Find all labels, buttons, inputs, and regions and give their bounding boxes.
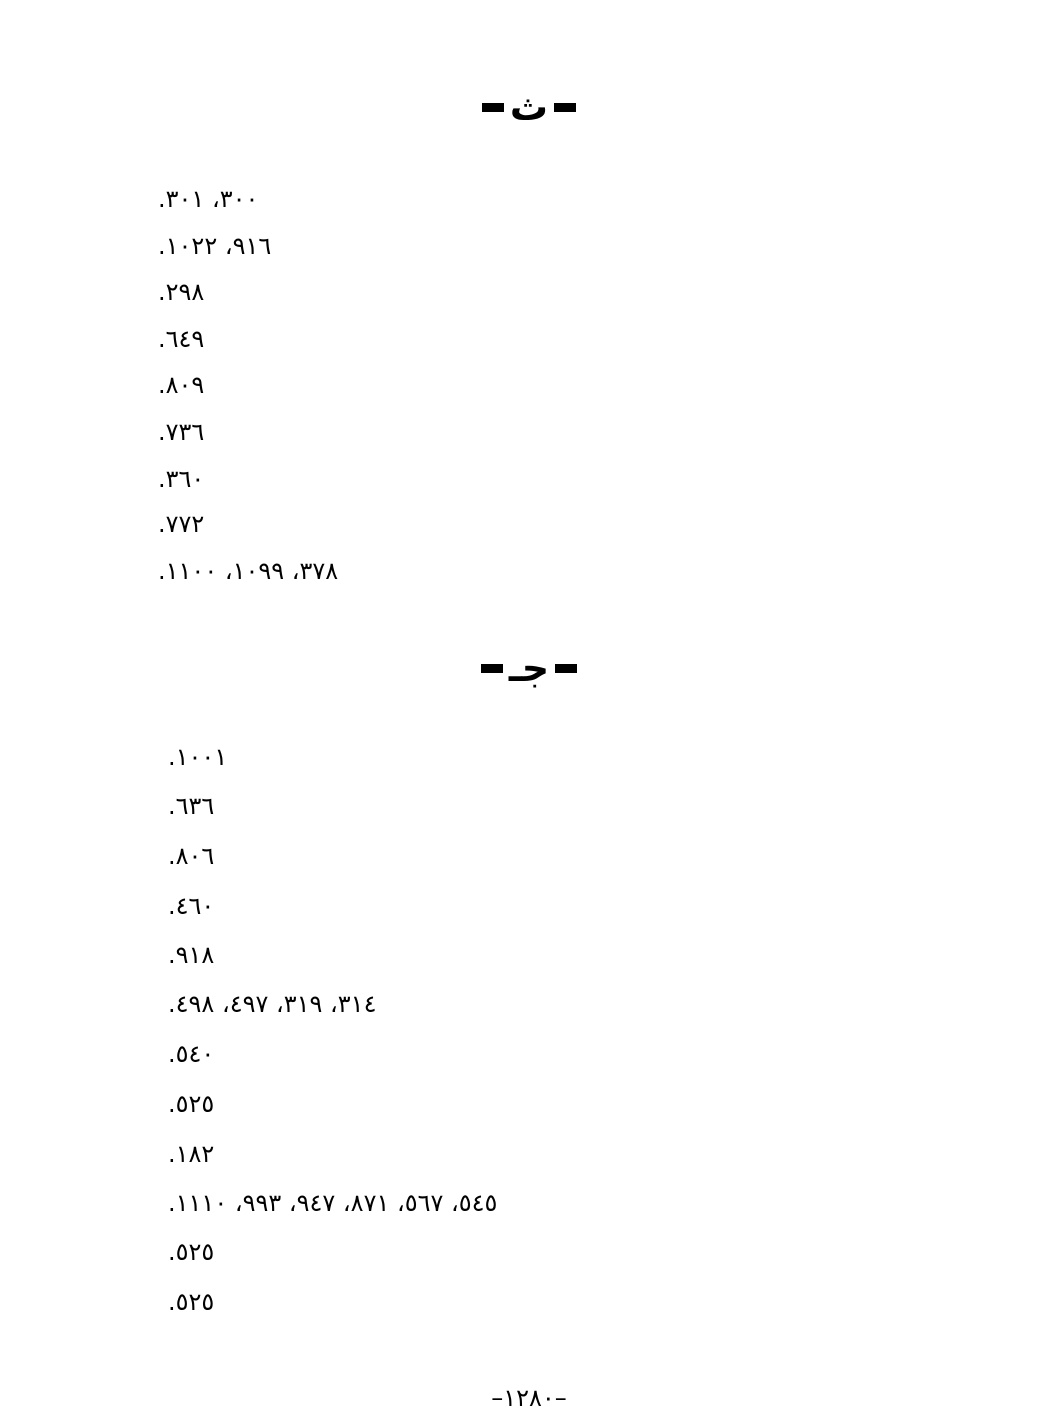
page-refs: ٣٧٨، ١٠٩٩، ١١٠٠. [158,557,339,585]
section-letter: ث [509,85,549,129]
page-refs: ٥٢٥. [168,1238,215,1266]
page-refs: ٨٠٦. [168,842,215,870]
page-refs: ٨٠٩. [158,371,205,399]
page-refs: ١٠٠١. [168,743,228,771]
page-refs: ٩١٦، ١٠٢٢. [158,232,272,260]
header-dash [555,664,577,673]
page-refs: ٥٤٠. [168,1040,215,1068]
header-dash [482,103,504,112]
header-dash [554,103,576,112]
page-refs: ٥٤٥، ٥٦٧، ٨٧١، ٩٤٧، ٩٩٣، ١١١٠. [168,1189,498,1217]
section-header-tha [0,82,1058,132]
page-refs: ٦٤٩. [158,325,205,353]
page-refs: ٥٢٥. [168,1288,215,1316]
page-number: –١٢٨٠– [491,1384,567,1412]
page-refs: ٧٣٦. [158,418,205,446]
page-refs: ٤٦٠. [168,892,215,920]
page-refs: ٥٢٥. [168,1090,215,1118]
page-refs: ٣٠٠، ٣٠١. [158,185,259,213]
page-refs: ٢٩٨. [158,278,205,306]
header-dash [481,664,503,673]
page-refs: ٣١٤، ٣١٩، ٤٩٧، ٤٩٨. [168,990,377,1018]
section-header-jim [0,643,1058,693]
page-refs: ٧٧٢. [158,510,205,538]
page-refs: ٣٦٠. [158,465,205,493]
page-refs: ٦٣٦. [168,792,215,820]
page-refs: ١٨٢. [168,1140,215,1168]
section-letter: جـ [508,646,550,690]
page-refs: ٩١٨. [168,941,215,969]
